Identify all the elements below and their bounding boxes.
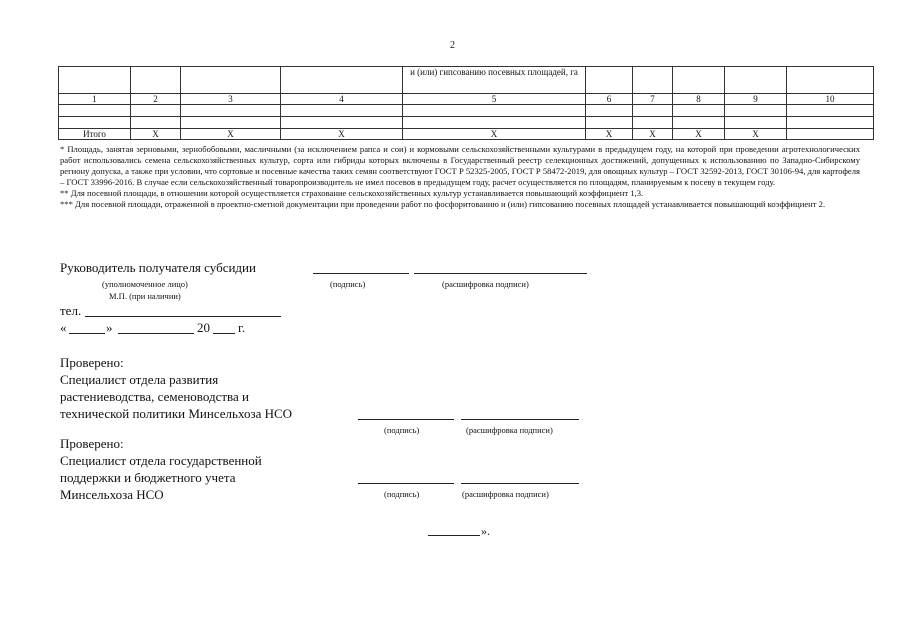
check1-sign-caption: (подпись) [384, 425, 420, 435]
total-row [59, 129, 874, 140]
check2-sign-caption: (подпись) [384, 489, 420, 499]
decode-caption: (расшифровка подписи) [442, 279, 529, 289]
check1-line-2: растениеводства, семеноводства и [60, 389, 249, 404]
check1-signature-line[interactable] [358, 419, 454, 420]
date-year: 20 [197, 320, 210, 335]
column-number: 3 [181, 94, 281, 105]
column-number: 8 [673, 94, 725, 105]
total-label: Итого [59, 129, 131, 140]
signature-line[interactable] [313, 273, 409, 274]
check1-line-3: технической политики Минсельхоза НСО [60, 406, 293, 421]
total-cell: Х [725, 129, 787, 140]
total-cell: Х [586, 129, 633, 140]
check2-decode-caption: (расшифровка подписи) [462, 489, 549, 499]
footnotes [60, 144, 860, 210]
date-mid: » [106, 320, 113, 335]
tel-label: тел. [60, 303, 82, 318]
head-title: Руководитель получателя субсидии [60, 260, 256, 275]
checked-label-1: Проверено: [60, 355, 124, 370]
header-cell-5: и (или) гипсованию посевных площадей, га [403, 67, 586, 94]
closing-line [428, 535, 480, 536]
column-number: 6 [586, 94, 633, 105]
check2-signature-line[interactable] [358, 483, 454, 484]
total-cell [787, 129, 874, 140]
date-day-line[interactable] [69, 333, 105, 334]
stamp-caption: М.П. (при наличии) [109, 291, 181, 301]
column-number: 1 [59, 94, 131, 105]
date-month-line[interactable] [118, 333, 194, 334]
footnote-3: *** Для посевной площади, отраженной в проектно-сметной документации при проведении работ по фосфоритованию и (или) гипсованию посевных площадей устанавливается повышающий коэффициент 2. [60, 199, 826, 209]
date-year-line[interactable] [213, 333, 235, 334]
column-number: 2 [131, 94, 181, 105]
total-cell: Х [403, 129, 586, 140]
check2-line-3: Минсельхоза НСО [60, 487, 164, 502]
footnote-2: ** Для посевной площади, в отношении которой осуществляется страхование сельскохозяйственных культур устанавливается повышающий коэффициент 1,3. [60, 188, 644, 198]
total-cell: Х [181, 129, 281, 140]
check1-decode-line[interactable] [461, 419, 579, 420]
sign-caption: (подпись) [330, 279, 366, 289]
authorized-caption: (уполномоченное лицо) [102, 279, 188, 289]
table-header-row [59, 67, 874, 94]
closing-mark: ». [481, 524, 490, 538]
decode-line[interactable] [414, 273, 587, 274]
total-cell: Х [673, 129, 725, 140]
column-number: 5 [403, 94, 586, 105]
checked-label-2: Проверено: [60, 436, 124, 451]
date-open: « [60, 320, 67, 335]
column-number: 9 [725, 94, 787, 105]
date-suffix: г. [238, 320, 246, 335]
column-number-row [59, 94, 874, 105]
check2-decode-line[interactable] [461, 483, 579, 484]
check2-line-1: Специалист отдела государственной [60, 453, 262, 468]
column-number: 10 [787, 94, 874, 105]
table-row [59, 117, 874, 129]
total-cell: Х [131, 129, 181, 140]
check1-line-1: Специалист отдела развития [60, 372, 219, 387]
footnote-1: * Площадь, занятая зерновыми, зернобобовыми, масличными (за исключением рапса и сои) и кормовыми сельскохозяйственными культурами в предыдущем году, на которой при проведении агротехнологических работ использовались семена сельскохозяйственных культур, сорта или гибриды которых включены в Государственный реестр селекционных достижений, допущенных к использованию по Западно-Сибирскому региону допуска, а также при условии, что сортовые и посевные качества таких семян соответствуют ГОСТ Р 52325-2005, ГОСТ Р 58472-2019, для овощных культур – ГОСТ 32592-2013, ГОСТ 30106-94, для картофеля – ГОСТ 33996-2016. В случае если сельскохозяйственный товаропроизводитель не имел посевов в предыдущем году, расчет осуществляется по площадям, планируемым к посеву в текущем году. [60, 144, 860, 187]
total-cell: Х [281, 129, 403, 140]
check1-decode-caption: (расшифровка подписи) [466, 425, 553, 435]
subsidy-table [58, 66, 874, 140]
page-number: 2 [450, 40, 455, 51]
column-number: 7 [633, 94, 673, 105]
column-number: 4 [281, 94, 403, 105]
total-cell: Х [633, 129, 673, 140]
table-row [59, 105, 874, 117]
tel-line[interactable] [85, 316, 281, 317]
check2-line-2: поддержки и бюджетного учета [60, 470, 236, 485]
